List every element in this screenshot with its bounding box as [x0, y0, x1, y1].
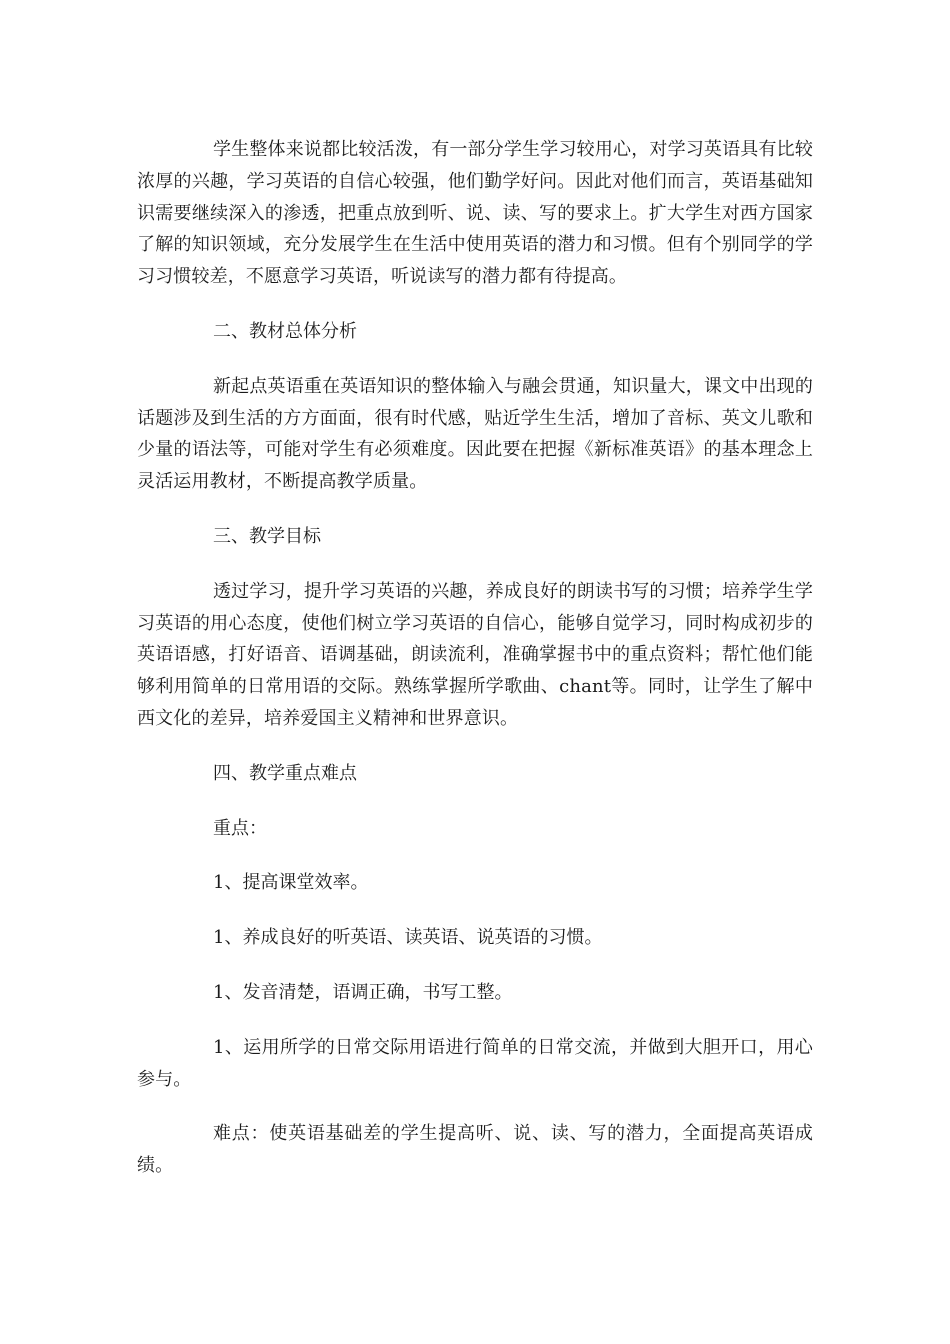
list-item-key-point: 1、养成良好的听英语、读英语、说英语的习惯。	[213, 927, 603, 949]
paragraph-student-analysis: 学生整体来说都比较活泼，有一部分学生学习较用心，对学习英语具有比较浓厚的兴趣，学习英语的自信心较强，他们勤学好问。因此对他们而言，英语基础知识需要继续深入的渗透，把重点放到听、说、读、写的要求上。扩大学生对西方国家了解的知识领域，充分发展学生在生活中使用英语的潜力和习惯。但有个别同学的学习习惯较差，不愿意学习英语，听说读写的潜力都有待提高。	[137, 139, 813, 288]
heading-textbook-analysis: 二、教材总体分析	[213, 320, 357, 342]
list-item-key-point: 1、提高课堂效率。	[213, 872, 369, 894]
label-key-points: 重点：	[213, 817, 267, 839]
list-item-key-point: 1、运用所学的日常交际用语进行简单的日常交流，并做到大胆开口，用心参与。	[137, 1036, 813, 1090]
list-item-key-point: 1、发音清楚，语调正确，书写工整。	[213, 981, 513, 1003]
document-body	[137, 134, 813, 1205]
paragraph-textbook-analysis: 新起点英语重在英语知识的整体输入与融会贯通，知识量大，课文中出现的话题涉及到生活的方方面面，很有时代感，贴近学生生活，增加了音标、英文儿歌和少量的语法等，可能对学生有必须难度。因此要在把握《新标准英语》的基本理念上灵活运用教材，不断提高教学质量。	[137, 375, 813, 493]
heading-teaching-goals: 三、教学目标	[213, 525, 321, 547]
paragraph-teaching-goals: 透过学习，提升学习英语的兴趣，养成良好的朗读书写的习惯；培养学生学习英语的用心态度，使他们树立学习英语的自信心，能够自觉学习，同时构成初步的英语语感，打好语音、语调基础，朗读流利，准确掌握书中的重点资料；帮忙他们能够利用简单的日常用语的交际。熟练掌握所学歌曲、chant等。同时，让学生了解中西文化的差异，培养爱国主义精神和世界意识。	[137, 580, 813, 729]
paragraph-difficult-points: 难点：使英语基础差的学生提高听、说、读、写的潜力，全面提高英语成绩。	[137, 1123, 813, 1177]
heading-key-difficult-points: 四、教学重点难点	[213, 762, 357, 784]
